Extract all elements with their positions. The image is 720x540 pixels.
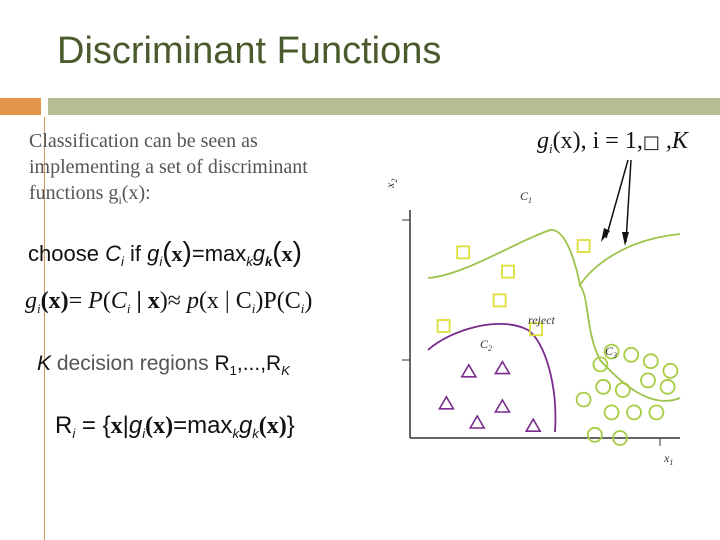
class3-circle-marker (577, 393, 591, 407)
g-symbol: g (147, 241, 160, 266)
paren-close: ) (182, 236, 192, 267)
bar: | (122, 412, 129, 439)
class2-triangle-marker (495, 400, 509, 412)
x-symbol: x (171, 241, 183, 266)
class1-square-marker (502, 266, 514, 278)
index-k: k (246, 254, 253, 269)
label-c2: $C_2$ (480, 337, 493, 353)
if-word: if (123, 241, 148, 266)
accent-bar-olive (48, 98, 720, 115)
brace-close: } (286, 412, 295, 439)
class3-circle-marker (624, 348, 638, 362)
class-symbol: C (105, 241, 121, 266)
arrow-head-2 (622, 232, 629, 246)
regions-text: decision regions (51, 352, 215, 375)
equals: = (191, 241, 205, 266)
g-symbol: g (25, 288, 37, 314)
R-symbol: R (214, 352, 230, 375)
x-axis-label: $x_1$ (664, 451, 674, 467)
missing-glyph-icon: □ (642, 132, 660, 153)
intro-tail: (x): (121, 182, 151, 204)
class1-square-marker (438, 320, 450, 332)
index-i: i (120, 254, 124, 269)
x-args: (x) (40, 288, 69, 314)
args-text: (x), i = 1, (552, 128, 643, 154)
class1-square-marker (494, 294, 506, 306)
choose-formula (28, 236, 302, 269)
index-i-4: i (300, 301, 305, 316)
index-k-2: k (265, 254, 273, 269)
gk-symbol: g (252, 241, 266, 266)
class2-triangle-marker (526, 419, 540, 431)
boundary-class3 (580, 285, 680, 401)
reject-label: reject (528, 313, 555, 327)
dots-R: ,...,R (236, 352, 282, 375)
intro-text: Classification can be seen as implementing a set of discriminant functions g (29, 130, 308, 204)
equals-brace: = { (75, 412, 111, 439)
class3-circle-marker (661, 380, 675, 394)
boundary-class2 (428, 324, 555, 432)
arrow-line-1 (606, 160, 628, 238)
accent-bar-orange (0, 98, 41, 115)
approx: ≈ (167, 288, 181, 314)
x-args-2: (x) (258, 413, 287, 439)
K-symbol: K (37, 352, 52, 375)
max-word: max (204, 241, 247, 266)
boundary-class1 (428, 230, 680, 285)
index-i: i (72, 426, 76, 441)
index-i-2: i (142, 426, 146, 441)
index-i: i (549, 141, 553, 156)
R-symbol: R (55, 412, 73, 439)
index-i-2: i (126, 301, 131, 316)
given-x: | x (136, 288, 160, 314)
class3-circle-marker (644, 354, 658, 368)
C-symbol: C (110, 288, 127, 314)
x-symbol: x (110, 413, 123, 439)
p-symbol: p (186, 288, 199, 314)
region-formula (55, 412, 295, 441)
intro-paragraph (29, 128, 349, 213)
class3-circle-marker (627, 405, 641, 419)
class2-triangle-marker (495, 362, 509, 374)
x-args: (x) (145, 413, 174, 439)
P-symbol: P (88, 288, 103, 314)
regions-line (37, 352, 290, 378)
index-k: k (232, 426, 239, 441)
arrow-line-2 (626, 160, 631, 242)
equals: = (68, 288, 83, 314)
g-symbol: g (537, 128, 549, 154)
class2-triangle-marker (470, 416, 484, 428)
paren-open: ( (162, 236, 172, 267)
class3-circle-marker (649, 405, 663, 419)
gk-symbol: g (238, 412, 253, 439)
class1-square-marker (578, 240, 590, 252)
class3-circle-marker (588, 428, 602, 442)
x-symbol-2: x (281, 241, 293, 266)
class3-circle-marker (616, 383, 630, 397)
g-symbol: g (128, 412, 143, 439)
equals: = (173, 412, 188, 439)
tail-P: )P(C (255, 288, 301, 314)
choose-word: choose (28, 241, 106, 266)
slide-title: Discriminant Functions (57, 30, 442, 72)
max-word: max (187, 412, 233, 439)
label-c1: $C_1$ (520, 189, 533, 205)
class2-triangle-marker (439, 397, 453, 409)
paren-open-2: ( (272, 236, 282, 267)
paren-close: ) (304, 288, 313, 314)
index-i: i (37, 301, 41, 316)
class3-circle-marker (641, 373, 655, 387)
class3-circle-marker (605, 405, 619, 419)
paren-close-2: ) (292, 236, 302, 267)
label-c3: $C_3$ (605, 344, 618, 360)
data-markers (438, 240, 678, 445)
class3-circle-marker (663, 364, 677, 378)
x-given-C: (x | C (198, 288, 252, 314)
index-k-2: k (252, 426, 259, 441)
posterior-formula: $g_i(x)= P(C_i$ | x)≈ p(x | $C_i)P(C_i)$ (25, 288, 313, 316)
index-K: K (281, 363, 290, 378)
index-i-2: i (159, 254, 163, 269)
intro-sub: i (118, 193, 122, 207)
class1-square-marker (457, 246, 469, 258)
index-i-3: i (251, 301, 256, 316)
y-axis-label: $x_2$ (383, 178, 399, 188)
class2-triangle-marker (462, 365, 476, 377)
index-1: 1 (229, 363, 237, 378)
decision-region-figure (380, 150, 700, 480)
tail-K: ,K (659, 128, 688, 154)
class3-circle-marker (596, 380, 610, 394)
